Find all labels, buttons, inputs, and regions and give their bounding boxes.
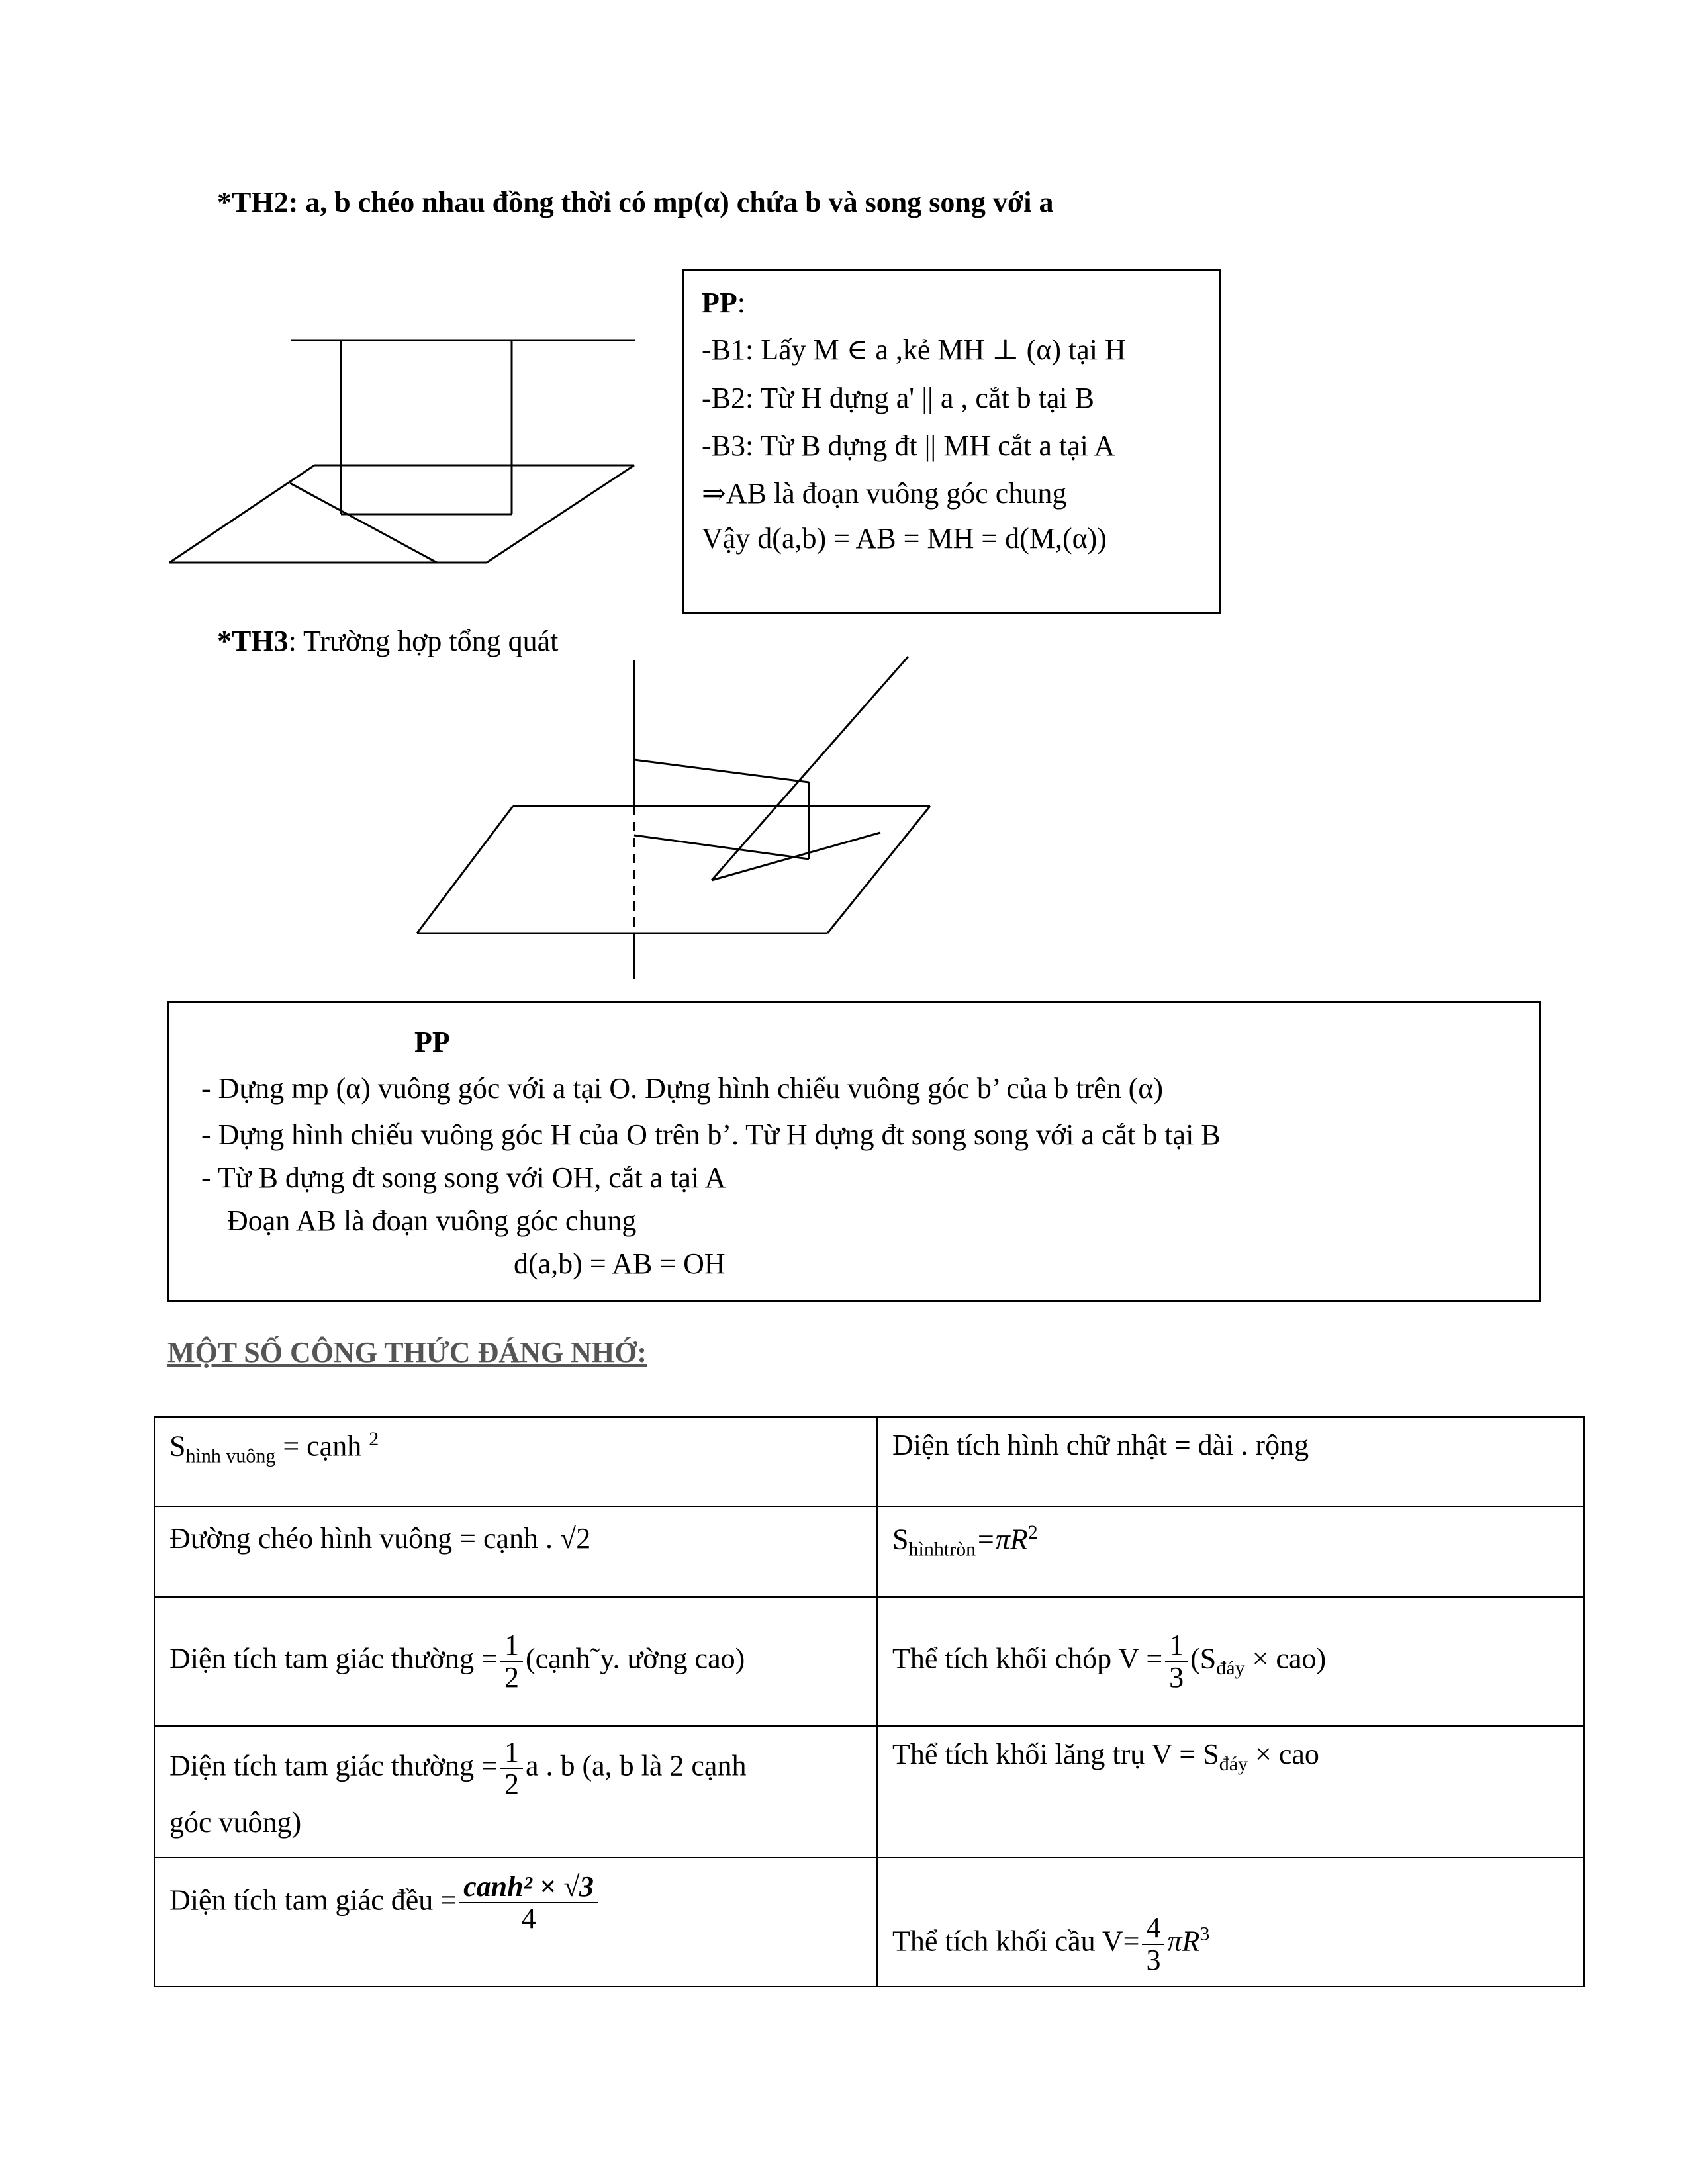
formula-equilateral-triangle-area: Diện tích tam giác đều = $\frac{\text{canh² × √3}}{4}$ bbox=[154, 1858, 877, 1987]
th3-figure bbox=[404, 655, 947, 986]
th3-result: d(a,b) = AB = OH bbox=[514, 1248, 726, 1280]
table-row bbox=[154, 1506, 1584, 1597]
formula-right-triangle-area: Diện tích tam giác thường = $\frac{1}{2}$ a . b (a, b là 2 cạnh góc vuông) bbox=[154, 1726, 877, 1858]
formula-square-diagonal: Đường chéo hình vuông = cạnh . √2 bbox=[154, 1506, 877, 1597]
th3-heading: *TH3: Trường hợp tổng quát bbox=[217, 625, 559, 657]
table-row bbox=[154, 1858, 1584, 1987]
th3-step-2: - Dựng hình chiếu vuông góc H của O trên b’. Từ H dựng đt song song với a cắt b tại B bbox=[201, 1118, 1221, 1151]
th2-step-3: -B3: Từ B dựng đt || MH cắt a tại A bbox=[702, 430, 1115, 462]
th2-heading: *TH2: a, b chéo nhau đồng thời có mp(α) chứa b và song song với a bbox=[217, 186, 1054, 218]
formula-triangle-area: Diện tích tam giác thường = $\frac{1}{2}$ (cạnh˜y. ường cao) bbox=[154, 1597, 877, 1726]
th3-pp-title: PP bbox=[414, 1026, 450, 1058]
projection-b-prime bbox=[712, 833, 880, 880]
segment-top bbox=[634, 760, 809, 782]
plane-edge-right bbox=[827, 806, 930, 933]
formula-sphere-volume: Thể tích khối cầu V= $\frac{4}{3}$ $\pi R^3$ bbox=[877, 1858, 1584, 1987]
th2-step-1: -B1: Lấy M ∈ a ,kẻ MH ⊥ (α) tại H bbox=[702, 334, 1126, 366]
formulas-table bbox=[154, 1416, 1585, 1987]
formula-circle-area: $S_{hìnhtròn}=\pi R^2$ bbox=[877, 1506, 1584, 1597]
formula-pyramid-volume: Thể tích khối chóp V = $\frac{1}{3}$ $(S_{đáy} \times cao)$ bbox=[877, 1597, 1584, 1726]
formula-rectangle-area: Diện tích hình chữ nhật = dài . rộng bbox=[877, 1417, 1584, 1506]
th2-conclusion: ⇒AB là đoạn vuông góc chung bbox=[702, 477, 1067, 510]
formulas-title: MỘT SỐ CÔNG THỨC ĐÁNG NHỚ: bbox=[167, 1336, 647, 1369]
formula-prism-volume: Thể tích khối lăng trụ $V = S_{đáy}$ × cao bbox=[877, 1726, 1584, 1858]
th2-method-box bbox=[682, 269, 1221, 614]
segment-oh bbox=[634, 835, 809, 859]
table-row bbox=[154, 1726, 1584, 1858]
plane-edge-left bbox=[169, 465, 314, 563]
th2-figure bbox=[159, 331, 649, 576]
plane-edge-left bbox=[417, 806, 513, 933]
th3-conclusion: Đoạn AB là đoạn vuông góc chung bbox=[227, 1205, 637, 1237]
table-row bbox=[154, 1417, 1584, 1506]
table-row bbox=[154, 1597, 1584, 1726]
th3-method-box bbox=[167, 1001, 1541, 1302]
th2-result: Vậy d(a,b) = AB = MH = d(M,(α)) bbox=[702, 522, 1107, 555]
formula-square-area: $S_{hình vuông}$ = cạnh $^2$ bbox=[154, 1417, 877, 1506]
th3-step-3: - Từ B dựng đt song song với OH, cắt a tại A bbox=[201, 1161, 726, 1194]
th2-step-2: -B2: Từ H dựng a' || a , cắt b tại B bbox=[702, 382, 1094, 414]
th3-step-1: - Dựng mp (α) vuông góc với a tại O. Dựng hình chiếu vuông góc b’ của b trên (α) bbox=[201, 1072, 1164, 1105]
th2-pp-title: PP: bbox=[702, 287, 745, 319]
line-b bbox=[290, 483, 437, 563]
